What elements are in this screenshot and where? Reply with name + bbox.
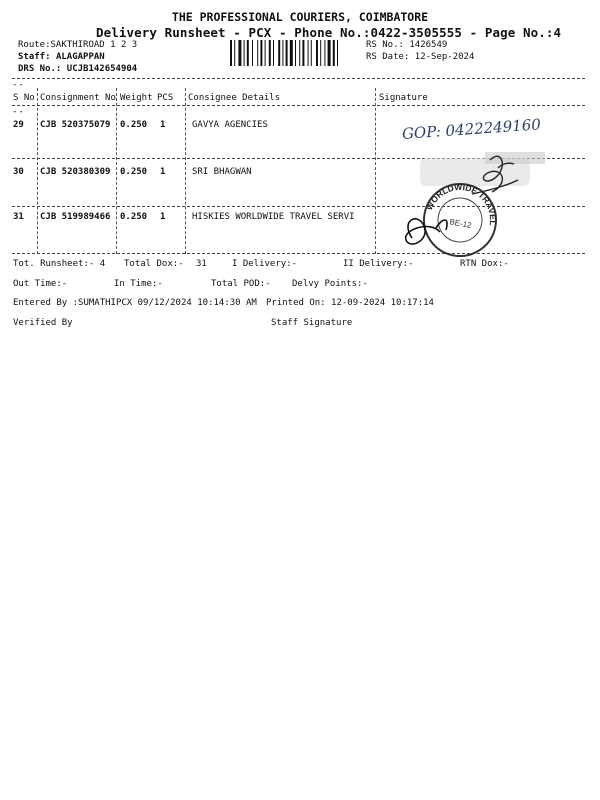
row-consignee: SRI BHAGWAN (192, 167, 252, 177)
row-sno: 29 (13, 120, 24, 130)
signature-stamp-area (380, 120, 580, 265)
col-header-signature: Signature (379, 93, 428, 103)
column-separator (375, 88, 376, 254)
staff-signature: Staff Signature (271, 318, 353, 328)
rs-date-value: 12-Sep-2024 (414, 52, 475, 62)
delvy-points: Delvy Points:- (292, 279, 368, 289)
drs-label: DRS No.: (18, 64, 62, 74)
in-time: In Time:- (114, 279, 163, 289)
handwritten-phone-note: GOP: 0422249160 (401, 115, 542, 143)
document-title: THE PROFESSIONAL COURIERS, COIMBATORE (171, 10, 429, 24)
row-sno: 31 (13, 212, 24, 222)
total-dox-value: 31 (196, 259, 207, 269)
entered-by: Entered By :SUMATHIPCX 09/12/2024 10:14:30 AM (13, 298, 257, 308)
divider (12, 78, 585, 79)
col-header-consignee: Consignee Details (188, 93, 281, 103)
route-label: Route: (18, 40, 51, 50)
rs-no-line (366, 40, 447, 50)
row-pcs: 1 (160, 120, 166, 130)
drs-value: UCJB142654904 (66, 64, 138, 74)
i-delivery: I Delivery:- (232, 259, 298, 269)
row-consignment: CJB 520380309 (40, 167, 111, 177)
col-header-pcs: PCS (157, 93, 174, 103)
row-consignment: CJB 519989466 (40, 212, 111, 222)
rs-no-value: 1426549 (409, 40, 448, 50)
faded-stamp-icon (420, 152, 545, 186)
tot-runsheet: Tot. Runsheet:- 4 (13, 259, 106, 269)
rs-no-label: RS No.: (366, 40, 404, 50)
drs-line (18, 64, 137, 74)
row-weight: 0.250 (120, 167, 148, 177)
row-pcs: 1 (160, 167, 166, 177)
route-value: SAKTHIROAD 1 2 3 (50, 40, 138, 50)
document-subtitle: Delivery Runsheet - PCX - Phone No.:0422-3505555 - Page No.:4 (96, 25, 562, 40)
col-header-sno: S No (13, 93, 35, 103)
column-separator (37, 88, 38, 254)
ii-delivery: II Delivery:- (343, 259, 414, 269)
stamp-code: BE-12 (448, 217, 473, 231)
column-separator (116, 88, 117, 254)
rs-date-line (366, 52, 474, 62)
barcode (230, 40, 360, 66)
divider-marker: -- (12, 107, 25, 117)
out-time: Out Time:- (13, 279, 68, 289)
row-consignee: HISKIES WORLDWIDE TRAVEL SERVI (192, 212, 355, 222)
printed-on: Printed On: 12-09-2024 10:17:14 (266, 298, 434, 308)
divider-marker: -- (12, 80, 25, 90)
stamp-text: WORLDWIDE TRAVEL (423, 181, 499, 227)
divider (12, 105, 585, 106)
rs-date-label: RS Date: (366, 52, 410, 62)
row-pcs: 1 (160, 212, 166, 222)
row-weight: 0.250 (120, 120, 148, 130)
total-pod: Total POD:- (211, 279, 271, 289)
total-dox-label: Total Dox:- (124, 259, 184, 269)
staff-line (18, 52, 105, 62)
col-header-consignment: Consignment No (40, 93, 116, 103)
row-consignment: CJB 520375079 (40, 120, 111, 130)
staff-label: Staff: (18, 52, 51, 62)
verified-by: Verified By (13, 318, 73, 328)
column-separator (185, 88, 186, 254)
route-line (18, 40, 137, 50)
rtn-dox: RTN Dox:- (460, 259, 509, 269)
col-header-weight: Weight (120, 93, 153, 103)
staff-value: ALAGAPPAN (55, 52, 105, 62)
row-consignee: GAVYA AGENCIES (192, 120, 268, 130)
row-sno: 30 (13, 167, 24, 177)
row-weight: 0.250 (120, 212, 148, 222)
